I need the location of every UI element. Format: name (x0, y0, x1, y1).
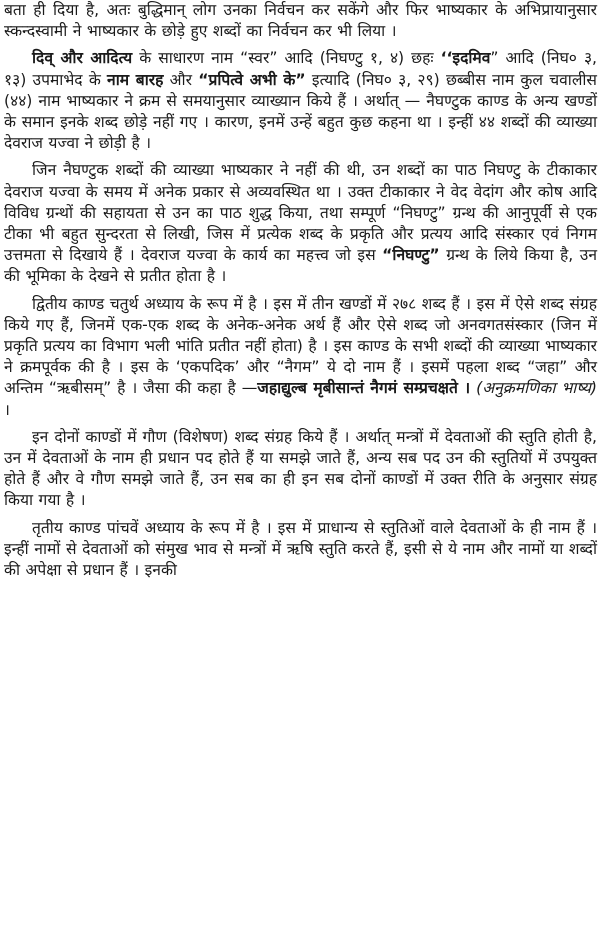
paragraph-4 (4, 294, 597, 421)
p4-italic-source: (अनुक्रमणिका भाष्य) (476, 379, 598, 398)
paragraph-5 (4, 427, 597, 512)
p3-text-1: जिन नैघण्टुक शब्दों की व्याख्या भाष्यकार ने नहीं की थी, उन शब्दों का पाठ निघण्टु के टीकाकार देवराज यज्वा के समय में अनेक प्रकार से अव्यवस्थित था । उक्त टीकाकार ने वेद वेदांग और कोष आदि विविध ग्रन्थों की सहायता से उन का पाठ शुद्ध किया, तथा सम्पूर्ण “निघण्टु” ग्रन्थ की आनुपूर्वी से एक टीका भी बहुत सुन्दरता से लिखी, जिस में प्रत्येक शब्द के प्रकृति और प्रत्यय आदि संस्कार एवं निगम उत्तमता से दिखाये हैं । देवराज यज्वा के कार्य का महत्त्व जो इस (4, 161, 597, 265)
paragraph-6 (4, 518, 597, 582)
p1-text: बता ही दिया है, अतः बुद्धिमान् लोग उनका निर्वचन कर सकेंगे और फिर भाष्यकार के अभिप्रायानुसार स्कन्दस्वामी ने भाष्यकार के छोड़े हुए शब्दों का निर्वचन कर भी लिया । (4, 1, 597, 41)
p4-text-1: द्वितीय काण्ड चतुर्थ अध्याय के रूप में है । इस में तीन खण्डों में २७८ शब्द हैं । इस में ऐसे शब्द संग्रह किये गए हैं, जिनमें एक-एक शब्द के अनेक-अनेक अर्थ हैं और ऐसे शब्द जो अनवगतसंस्कार (जिन में प्रकृति प्रत्यय का विभाग भली भांति प्रतीत नहीं होता) है । इस काण्ड के सभी शब्दों की व्याख्या भाष्यकार ने क्रमपूर्वक की है । इस के ‘एकपदिक’ और “नैगम” ये दो नाम हैं । इसमें पहला शब्द “जहा” और अन्तिम “ऋबीसम्” है । जैसा की कहा है — (4, 294, 597, 398)
p4-text-2: । (4, 400, 10, 419)
paragraph-2 (4, 48, 597, 154)
p3-bold-nighantu: “निघण्टु” (382, 246, 440, 265)
p3-text-2: ग्रन्थ के लिये किया है, उन की भूमिका के देखने से प्रतीत होता है । (4, 246, 597, 286)
p2-text-3: और (163, 70, 199, 89)
p2-bold-naam-barah: नाम बारह (107, 70, 164, 89)
p2-bold-div-aditya: दिव् और आदित्य (32, 49, 133, 68)
p2-bold-idamiva: ‘‘इदमिव (440, 49, 491, 68)
p5-text: इन दोनों काण्डों में गौण (विशेषण) शब्द संग्रह किये हैं । अर्थात् मन्त्रों में देवताओं की स्तुति होती है, उन में देवताओं के नाम ही प्रधान पद होते हैं या समझे जाते हैं, अन्य सब पद उन की स्तुतियों में उपयुक्त होते हैं और वे गौण समझे जाते हैं, उन सब का ही इन सब दोनों काण्डों में उक्त रीति के अनुसार संग्रह किया गया है । (4, 427, 597, 510)
paragraph-3 (4, 160, 597, 287)
p4-bold-quote: जहाद्युल्ब मृबीसान्तं नैगमं सम्प्रचक्षते । (257, 379, 471, 398)
p2-text-2: ” आदि (निघ० ३, १३) उपमाभेद के (4, 49, 598, 89)
p2-text-4: इत्यादि (निघ० ३, २९) छब्बीस नाम कुल चवालीस (४४) नाम भाष्यकार ने क्रम से समयानुसार व्याख्यान किये हैं । अर्थात् — नैघण्टुक काण्ड के अन्य खण्डों के समान इनके शब्द छोड़े नहीं गए । कारण, इनमें उन्हें बहुत कुछ कहना था । इन्हीं ४४ शब्दों की व्याख्या देवराज यज्वा ने छोड़ी है । (4, 70, 597, 153)
p6-text: तृतीय काण्ड पांचवें अध्याय के रूप में है । इस में प्राधान्य से स्तुतिओं वाले देवताओं के ही नाम हैं । इन्हीं नामों से देवताओं को संमुख भाव से मन्त्रों में ऋषि स्तुति करते हैं, इसी से ये नाम और नामों या शब्दों की अपेक्षा से प्रधान हैं । इनकी (4, 518, 597, 580)
p2-bold-prapitve: “प्रपित्वे अभी के” (198, 70, 306, 89)
paragraph-1 (4, 0, 597, 42)
p2-text-1: के साधारण नाम “स्वर” आदि (निघण्टु १, ४) छहः (132, 49, 441, 68)
